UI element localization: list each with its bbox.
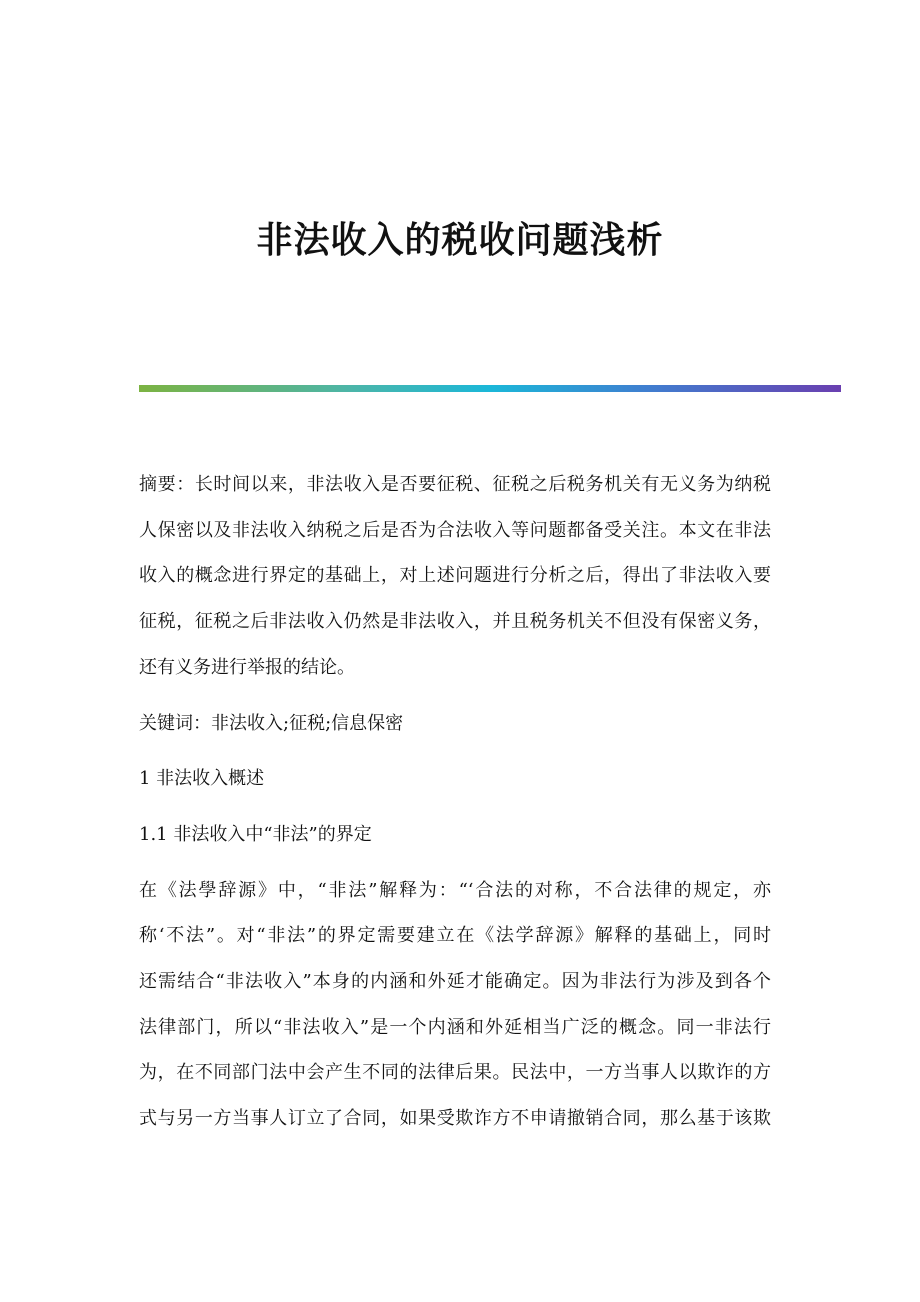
body-line: 在《法學辞源》中，“非法”解释为：“‘合法的对称，不合法律的规定，亦	[139, 879, 771, 901]
section-heading-1-1: 1.1 非法收入中“非法”的界定	[139, 823, 372, 845]
title-divider	[139, 385, 841, 392]
abstract-line: 还有义务进行举报的结论。	[139, 656, 355, 678]
section-heading-1: 1 非法收入概述	[139, 768, 265, 790]
body-line: 式与另一方当事人订立了合同，如果受欺诈方不申请撤销合同，那么基于该欺	[139, 1108, 771, 1130]
body-line: 称‘不法”。对“非法”的界定需要建立在《法学辞源》解释的基础上，同时	[139, 925, 771, 947]
body-paragraph	[139, 868, 771, 1142]
document-body	[139, 462, 771, 1152]
document-title: 非法收入的税收问题浅析	[256, 219, 664, 261]
abstract-line: 收入的概念进行界定的基础上，对上述问题进行分析之后，得出了非法收入要	[139, 565, 771, 587]
abstract-line: 人保密以及非法收入纳税之后是否为合法收入等问题都备受关注。本文在非法	[139, 519, 771, 541]
body-line: 法律部门，所以“非法收入”是一个内涵和外延相当广泛的概念。同一非法行	[139, 1016, 771, 1038]
abstract-line: 征税，征税之后非法收入仍然是非法收入，并且税务机关不但没有保密义务，	[139, 611, 771, 633]
body-line: 为，在不同部门法中会产生不同的法律后果。民法中，一方当事人以欺诈的方	[139, 1062, 771, 1084]
keywords-line: 关键词：非法收入;征税;信息保密	[139, 712, 404, 734]
body-line: 还需结合“非法收入”本身的内涵和外延才能确定。因为非法行为涉及到各个	[139, 971, 771, 993]
abstract-paragraph	[139, 462, 771, 691]
abstract-line: 摘要：长时间以来，非法收入是否要征税、征税之后税务机关有无义务为纳税	[139, 474, 771, 495]
